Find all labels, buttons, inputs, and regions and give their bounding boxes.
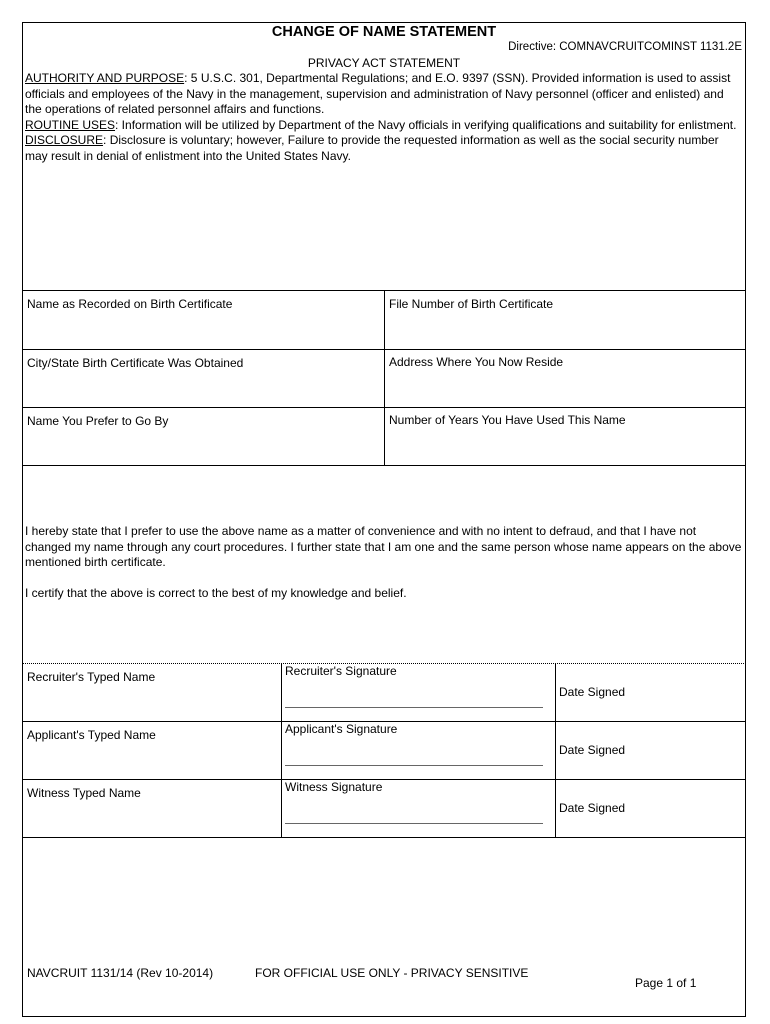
witness-signature-label: Witness Signature: [285, 780, 383, 794]
declaration-statement: [25, 524, 745, 601]
divider: [384, 290, 385, 465]
witness-typed-name-field[interactable]: Witness Typed Name: [27, 786, 141, 800]
form-number: NAVCRUIT 1131/14 (Rev 10-2014): [27, 966, 214, 980]
disclosure-paragraph: [25, 133, 743, 164]
form-border: [22, 22, 746, 1017]
birth-certificate-file-number-field[interactable]: File Number of Birth Certificate: [389, 297, 554, 311]
witness-date-signed-field[interactable]: Date Signed: [559, 801, 626, 815]
routine-uses-text: : Information will be utilized by Department of the Navy officials in verifying qualifications and suitability for enlistment.: [115, 117, 737, 132]
official-use-notice: FOR OFFICIAL USE ONLY - PRIVACY SENSITIVE: [255, 966, 529, 980]
recruiter-signature-line[interactable]: [285, 707, 543, 708]
divider: [22, 465, 746, 466]
recruiter-date-signed-field[interactable]: Date Signed: [559, 685, 626, 699]
declaration-paragraph: I hereby state that I prefer to use the above name as a matter of convenience and with no intent to defraud, and that I have not changed my name through any court procedures. I further state that I am one and the same person whose name appears on the above mentioned birth certificate.: [25, 524, 742, 569]
current-address-field[interactable]: Address Where You Now Reside: [389, 355, 564, 369]
birth-name-field[interactable]: Name as Recorded on Birth Certificate: [27, 297, 233, 311]
privacy-act-heading: PRIVACY ACT STATEMENT: [307, 56, 461, 70]
recruiter-signature-label: Recruiter's Signature: [285, 664, 397, 678]
authority-text: : 5 U.S.C. 301, Departmental Regulations; and E.O. 9397 (SSN). Provided information is used to assist officials and employees of the Navy in the management, supervision and administration of Navy personnel (officer and enlisted) and the operations of related personnel affairs and functions.: [25, 71, 731, 116]
recruiter-typed-name-field[interactable]: Recruiter's Typed Name: [27, 670, 156, 684]
applicant-date-signed-field[interactable]: Date Signed: [559, 743, 626, 757]
years-used-name-field[interactable]: Number of Years You Have Used This Name: [389, 413, 626, 427]
authority-purpose-paragraph: [25, 71, 743, 118]
page-number: Page 1 of 1: [635, 976, 697, 990]
applicant-signature-label: Applicant's Signature: [285, 722, 398, 736]
preferred-name-field[interactable]: Name You Prefer to Go By: [27, 414, 169, 428]
privacy-act-statement: [25, 71, 743, 164]
divider: [281, 663, 282, 837]
applicant-signature-line[interactable]: [285, 765, 543, 766]
applicant-typed-name-field[interactable]: Applicant's Typed Name: [27, 728, 156, 742]
witness-signature-line[interactable]: [285, 823, 543, 824]
birth-certificate-city-state-field[interactable]: City/State Birth Certificate Was Obtained: [27, 356, 244, 370]
divider: [22, 837, 746, 838]
divider: [22, 779, 746, 780]
directive-reference: Directive: COMNAVCRUITCOMINST 1131.2E: [508, 41, 742, 53]
form-title: CHANGE OF NAME STATEMENT: [271, 24, 497, 40]
routine-uses-label: ROUTINE USES: [25, 117, 116, 132]
authority-label: AUTHORITY AND PURPOSE: [25, 71, 185, 85]
divider: [555, 663, 556, 837]
routine-uses-paragraph: [25, 118, 743, 134]
certification-paragraph: I certify that the above is correct to the best of my knowledge and belief.: [25, 585, 407, 600]
disclosure-label: DISCLOSURE: [25, 133, 104, 147]
disclosure-text: : Disclosure is voluntary; however, Failure to provide the requested information as well as the social security number may result in denial of enlistment into the United States Navy.: [25, 133, 719, 163]
